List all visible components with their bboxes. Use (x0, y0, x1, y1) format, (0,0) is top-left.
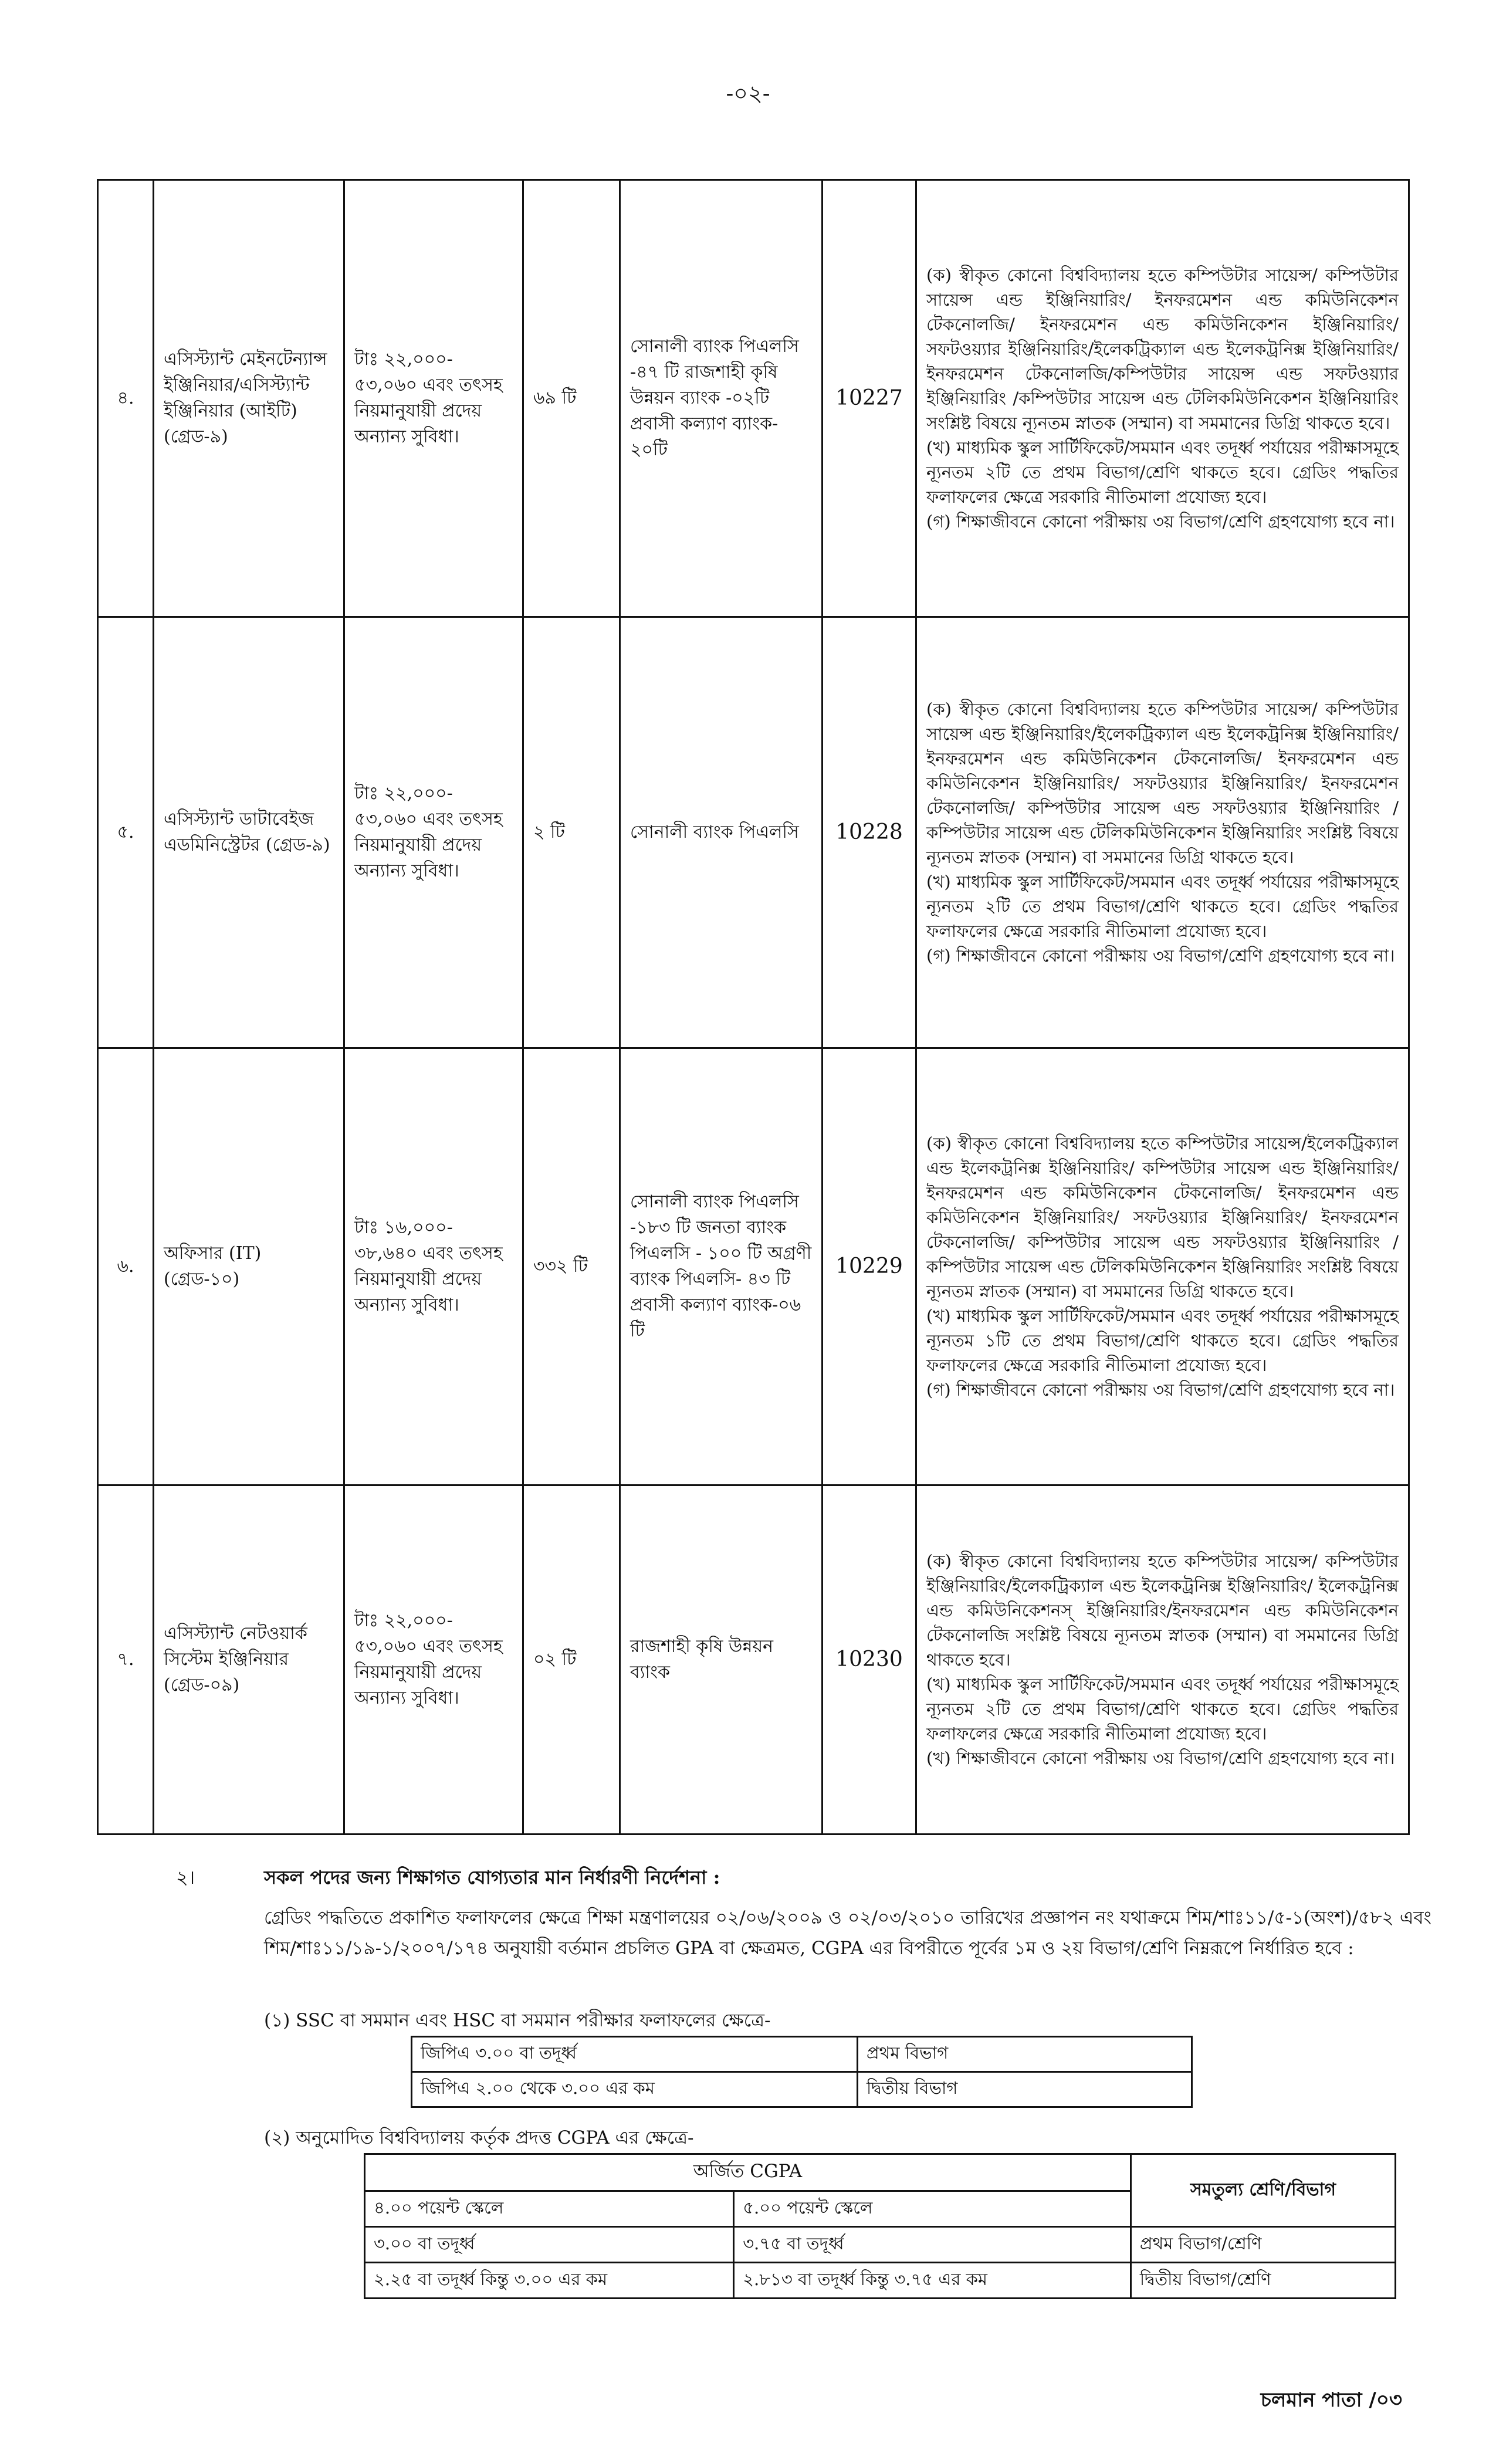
qualification-cell (916, 180, 1409, 617)
vacancy-cell: ০২ টি (523, 1485, 620, 1835)
vacancy-cell: ৩৩২ টি (523, 1048, 620, 1485)
job-table (97, 179, 1410, 1835)
gpa-table (411, 2036, 1193, 2108)
scale-4-header: ৪.০০ পয়েন্ট স্কেলে (365, 2191, 734, 2227)
post-code-cell: 10228 (823, 617, 916, 1048)
qualification-item: (খ) শিক্ষাজীবনে কোনো পরীক্ষায় ৩য় বিভাগ/শ্রেণি গ্রহণযোগ্য হবে না। (926, 1748, 1395, 1768)
cgpa-5-cell: ২.৮১৩ বা তদূর্ধ্ব কিন্তু ৩.৭৫ এর কম (734, 2263, 1131, 2299)
ssc-hsc-subheading: (১) SSC বা সমমান এবং HSC বা সমমান পরীক্ষার ফলাফলের ক্ষেত্রে- (264, 2010, 771, 2031)
qualification-item: (ক) স্বীকৃত কোনো বিশ্ববিদ্যালয় হতে কম্পিউটার সায়েন্স/ কম্পিউটার ইঞ্জিনিয়ারিং/ইলেকট্রিক্যাল এন্ড ইলেকট্রনিক্স ইঞ্জিনিয়ারিং/ ইলেকট্রনিক্স এন্ড কমিউনিকেশনস্ ইঞ্জিনিয়ারিং/ইনফরমেশন এন্ড কমিউনিকেশন টেকনোলজি সংশ্লিষ্ট বিষয়ে ন্যূনতম স্নাতক (সম্মান) বা সমমানের ডিগ্রি থাকতে হবে। (926, 1551, 1399, 1670)
continue-note: চলমান পাতা /০৩ (1260, 2388, 1402, 2412)
section-number: ২। (176, 1866, 195, 1888)
bank-cell: সোনালী ব্যাংক পিএলসি -১৮৩ টি জনতা ব্যাংক পিএলসি - ১০০ টি অগ্রণী ব্যাংক পিএলসি- ৪৩ টি প্রবাসী কল্যাণ ব্যাংক-০৬ টি (620, 1048, 823, 1485)
cgpa-4-cell: ৩.০০ বা তদূর্ধ্ব (365, 2227, 734, 2263)
cgpa-4-cell: ২.২৫ বা তদূর্ধ্ব কিন্তু ৩.০০ এর কম (365, 2263, 734, 2299)
post-name-cell: এসিস্ট্যান্ট নেটওয়ার্ক সিস্টেম ইঞ্জিনিয়ার (গ্রেড-০৯) (154, 1485, 344, 1835)
serial-cell: ৭. (98, 1485, 154, 1835)
division-cell: প্রথম বিভাগ/শ্রেণি (1131, 2227, 1395, 2263)
post-code-cell: 10230 (823, 1485, 916, 1835)
table-row (98, 180, 1409, 617)
qualification-item: (গ) শিক্ষাজীবনে কোনো পরীক্ষায় ৩য় বিভাগ/শ্রেণি গ্রহণযোগ্য হবে না। (926, 512, 1395, 532)
gpa-range-cell: জিপিএ ৩.০০ বা তদূর্ধ্ব (412, 2037, 858, 2072)
table-row (365, 2263, 1396, 2299)
bank-cell: রাজশাহী কৃষি উন্নয়ন ব্যাংক (620, 1485, 823, 1835)
post-name-cell: এসিস্ট্যান্ট মেইনটেন্যান্স ইঞ্জিনিয়ার/এসিস্ট্যান্ট ইঞ্জিনিয়ার (আইটি) (গ্রেড-৯) (154, 180, 344, 617)
division-cell: দ্বিতীয় বিভাগ (858, 2072, 1192, 2107)
cgpa-table (364, 2153, 1396, 2299)
page-number: -০২- (726, 80, 770, 106)
post-name-cell: এসিস্ট্যান্ট ডাটাবেইজ এডমিনিস্ট্রেটর (গ্রেড-৯) (154, 617, 344, 1048)
cgpa-5-cell: ৩.৭৫ বা তদূর্ধ্ব (734, 2227, 1131, 2263)
salary-cell: টাঃ ২২,০০০- ৫৩,০৬০ এবং তৎসহ নিয়মানুযায়ী প্রদেয় অন্যান্য সুবিধা। (344, 617, 523, 1048)
section-heading: সকল পদের জন্য শিক্ষাগত যোগ্যতার মান নির্ধারণী নির্দেশনা : (264, 1866, 720, 1888)
qualification-item: (খ) মাধ্যমিক স্কুল সার্টিফিকেট/সমমান এবং তদূর্ধ্ব পর্যায়ের পরীক্ষাসমূহে ন্যূনতম ১টি তে প্রথম বিভাগ/শ্রেণি থাকতে হবে। গ্রেডিং পদ্ধতির ফলাফলের ক্ষেত্রে সরকারি নীতিমালা প্রযোজ্য হবে। (926, 1306, 1399, 1375)
division-cell: প্রথম বিভাগ (858, 2037, 1192, 2072)
qualification-cell (916, 1485, 1409, 1835)
scale-5-header: ৫.০০ পয়েন্ট স্কেলে (734, 2191, 1131, 2227)
salary-cell: টাঃ ২২,০০০- ৫৩,০৬০ এবং তৎসহ নিয়মানুযায়ী প্রদেয় অন্যান্য সুবিধা। (344, 180, 523, 617)
salary-cell: টাঃ ১৬,০০০- ৩৮,৬৪০ এবং তৎসহ নিয়মানুযায়ী প্রদেয় অন্যান্য সুবিধা। (344, 1048, 523, 1485)
vacancy-cell: ২ টি (523, 617, 620, 1048)
table-row (98, 1048, 1409, 1485)
cgpa-header: অর্জিত CGPA (365, 2154, 1131, 2191)
qualification-item: (গ) শিক্ষাজীবনে কোনো পরীক্ষায় ৩য় বিভাগ/শ্রেণি গ্রহণযোগ্য হবে না। (926, 1380, 1395, 1400)
qualification-item: (খ) মাধ্যমিক স্কুল সার্টিফিকেট/সমমান এবং তদূর্ধ্ব পর্যায়ের পরীক্ষাসমূহে ন্যূনতম ২টি তে প্রথম বিভাগ/শ্রেণি থাকতে হবে। গ্রেডিং পদ্ধতির ফলাফলের ক্ষেত্রে সরকারি নীতিমালা প্রযোজ্য হবে। (926, 1674, 1399, 1744)
table-row (412, 2037, 1192, 2072)
qualification-item: (ক) স্বীকৃত কোনো বিশ্ববিদ্যালয় হতে কম্পিউটার সায়েন্স/ইলেকট্রিক্যাল এন্ড ইলেকট্রনিক্স ইঞ্জিনিয়ারিং/ কম্পিউটার সায়েন্স এন্ড ইঞ্জিনিয়ারিং/ ইনফরমেশন এন্ড কমিউনিকেশন টেকনোলজি/ ইনফরমেশন এন্ড কমিউনিকেশন ইঞ্জিনিয়ারিং/ সফটওয়্যার ইঞ্জিনিয়ারিং/ ইনফরমেশন টেকনোলজি/ কম্পিউটার সায়েন্স এন্ড সফটওয়্যার ইঞ্জিনিয়ারিং /কম্পিউটার সায়েন্স এন্ড টেলিকমিউনিকেশন ইঞ্জিনিয়ারিং সংশ্লিষ্ট বিষয়ে ন্যূনতম স্নাতক (সম্মান) বা সমমানের ডিগ্রি থাকতে হবে। (926, 1133, 1399, 1301)
cgpa-subheading: (২) অনুমোদিত বিশ্ববিদ্যালয় কর্তৃক প্রদত্ত CGPA এর ক্ষেত্রে- (264, 2127, 694, 2148)
qualification-item: (খ) মাধ্যমিক স্কুল সার্টিফিকেট/সমমান এবং তদূর্ধ্ব পর্যায়ের পরীক্ষাসমূহে ন্যূনতম ২টি তে প্রথম বিভাগ/শ্রেণি থাকতে হবে। গ্রেডিং পদ্ধতির ফলাফলের ক্ষেত্রে সরকারি নীতিমালা প্রযোজ্য হবে। (926, 438, 1399, 507)
qualification-cell (916, 1048, 1409, 1485)
gpa-range-cell: জিপিএ ২.০০ থেকে ৩.০০ এর কম (412, 2072, 858, 2107)
qualification-item: (ক) স্বীকৃত কোনো বিশ্ববিদ্যালয় হতে কম্পিউটার সায়েন্স/ কম্পিউটার সায়েন্স এন্ড ইঞ্জিনিয়ারিং/ইলেকট্রিক্যাল এন্ড ইলেকট্রনিক্স ইঞ্জিনিয়ারিং/ ইনফরমেশন এন্ড কমিউনিকেশন টেকনোলজি/ ইনফরমেশন এন্ড কমিউনিকেশন ইঞ্জিনিয়ারিং/ সফটওয়্যার ইঞ্জিনিয়ারিং/ ইনফরমেশন টেকনোলজি/ কম্পিউটার সায়েন্স এন্ড সফটওয়্যার ইঞ্জিনিয়ারিং /কম্পিউটার সায়েন্স এন্ড টেলিকমিউনিকেশন ইঞ্জিনিয়ারিং সংশ্লিষ্ট বিষয়ে ন্যূনতম স্নাতক (সম্মান) বা সমমানের ডিগ্রি থাকতে হবে। (926, 699, 1399, 867)
table-row (365, 2227, 1396, 2263)
serial-cell: ৫. (98, 617, 154, 1048)
qualification-item: (খ) মাধ্যমিক স্কুল সার্টিফিকেট/সমমান এবং তদূর্ধ্ব পর্যায়ের পরীক্ষাসমূহে ন্যূনতম ২টি তে প্রথম বিভাগ/শ্রেণি থাকতে হবে। গ্রেডিং পদ্ধতির ফলাফলের ক্ষেত্রে সরকারি নীতিমালা প্রযোজ্য হবে। (926, 872, 1399, 941)
section-paragraph: গ্রেডিং পদ্ধতিতে প্রকাশিত ফলাফলের ক্ষেত্রে শিক্ষা মন্ত্রণালয়ের ০২/০৬/২০০৯ ও ০২/০৩/২০১০ তারিখের প্রজ্ঞাপন নং যথাক্রমে শিম/শাঃ১১/৫-১(অংশ)/৫৮২ এবং শিম/শাঃ১১/১৯-১/২০০৭/১৭৪ অনুযায়ী বর্তমান প্রচলিত GPA বা ক্ষেত্রমত, CGPA এর বিপরীতে পূর্বের ১ম ও ২য় বিভাগ/শ্রেণি নিম্নরূপে নির্ধারিত হবে : (264, 1907, 1431, 1959)
table-row (412, 2072, 1192, 2107)
vacancy-cell: ৬৯ টি (523, 180, 620, 617)
equivalent-header: সমতুল্য শ্রেণি/বিভাগ (1131, 2154, 1395, 2227)
qualification-item: (গ) শিক্ষাজীবনে কোনো পরীক্ষায় ৩য় বিভাগ/শ্রেণি গ্রহণযোগ্য হবে না। (926, 946, 1395, 966)
bank-cell: সোনালী ব্যাংক পিএলসি -৪৭ টি রাজশাহী কৃষি উন্নয়ন ব্যাংক -০২টি প্রবাসী কল্যাণ ব্যাংক- ২০টি (620, 180, 823, 617)
serial-cell: ৬. (98, 1048, 154, 1485)
division-cell: দ্বিতীয় বিভাগ/শ্রেণি (1131, 2263, 1395, 2299)
table-row (365, 2154, 1396, 2191)
table-row (98, 1485, 1409, 1835)
qualification-item: (ক) স্বীকৃত কোনো বিশ্ববিদ্যালয় হতে কম্পিউটার সায়েন্স/ কম্পিউটার সায়েন্স এন্ড ইঞ্জিনিয়ারিং/ ইনফরমেশন এন্ড কমিউনিকেশন টেকনোলজি/ ইনফরমেশন এন্ড কমিউনিকেশন ইঞ্জিনিয়ারিং/ সফটওয়্যার ইঞ্জিনিয়ারিং/ইলেকট্রিক্যাল এন্ড ইলেকট্রনিক্স ইঞ্জিনিয়ারিং/ ইনফরমেশন টেকনোলজি/কম্পিউটার সায়েন্স এন্ড সফটওয়্যার ইঞ্জিনিয়ারিং /কম্পিউটার সায়েন্স এন্ড টেলিকমিউনিকেশন ইঞ্জিনিয়ারিং সংশ্লিষ্ট বিষয়ে ন্যূনতম স্নাতক (সম্মান) বা সমমানের ডিগ্রি থাকতে হবে। (926, 265, 1399, 433)
table-row (98, 617, 1409, 1048)
bank-cell: সোনালী ব্যাংক পিএলসি (620, 617, 823, 1048)
salary-cell: টাঃ ২২,০০০- ৫৩,০৬০ এবং তৎসহ নিয়মানুযায়ী প্রদেয় অন্যান্য সুবিধা। (344, 1485, 523, 1835)
post-code-cell: 10227 (823, 180, 916, 617)
post-code-cell: 10229 (823, 1048, 916, 1485)
qualification-cell (916, 617, 1409, 1048)
post-name-cell: অফিসার (IT) (গ্রেড-১০) (154, 1048, 344, 1485)
serial-cell: ৪. (98, 180, 154, 617)
